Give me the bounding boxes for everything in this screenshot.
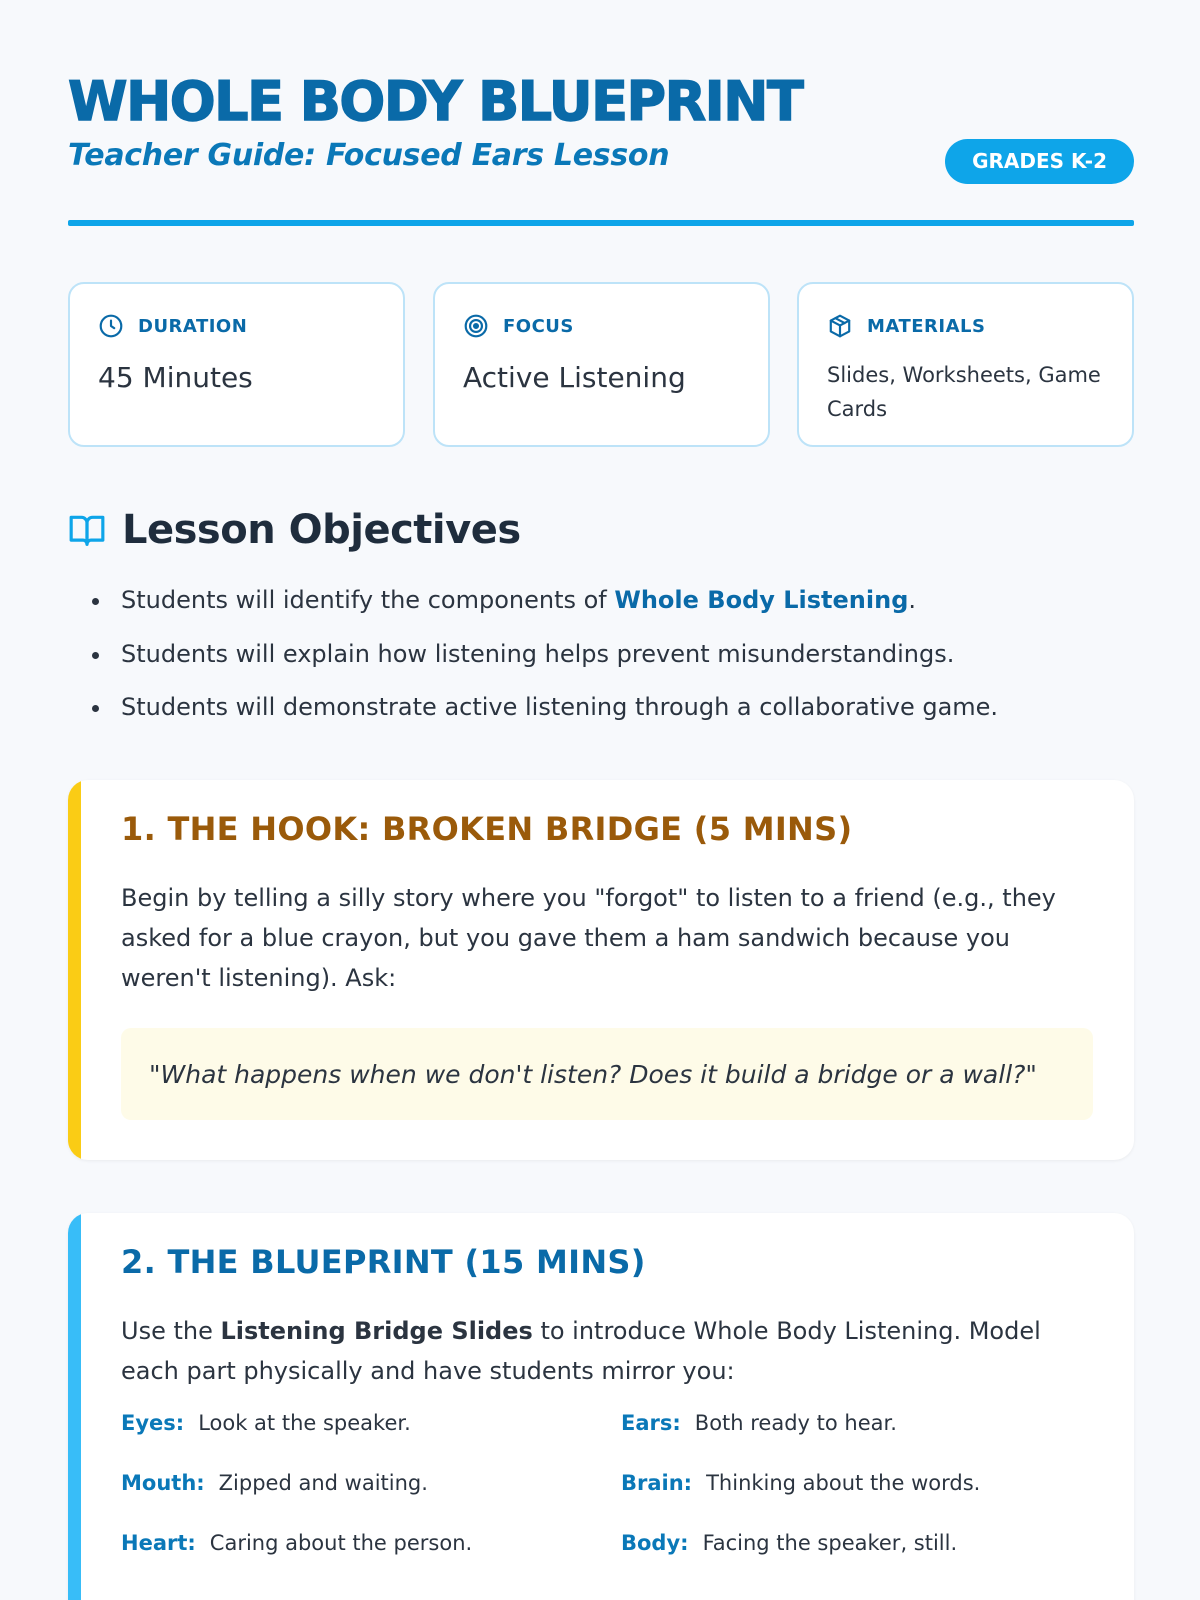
part-desc: Look at the speaker. <box>198 1411 411 1435</box>
blueprint-body-end: to introduce Whole Body Listening. Model each part physically and have students mirror you: <box>121 1317 1041 1385</box>
header-divider <box>68 220 1134 226</box>
objective-highlight: Whole Body Listening <box>614 586 909 614</box>
part-desc: Both ready to hear. <box>694 1411 897 1435</box>
focus-label: FOCUS <box>503 315 574 337</box>
book-icon <box>68 511 106 549</box>
duration-label: DURATION <box>138 315 248 337</box>
info-cards <box>68 282 1134 447</box>
objective-text-end: . <box>908 586 917 614</box>
part-brain <box>621 1468 1101 1498</box>
blueprint-accent-stripe <box>68 1213 81 1600</box>
objective-item <box>68 578 1134 632</box>
part-ears <box>621 1408 1101 1438</box>
blueprint-section <box>68 1213 1134 1600</box>
part-desc: Thinking about the words. <box>706 1471 981 1495</box>
hook-section <box>68 780 1134 1160</box>
page-subtitle: Teacher Guide: Focused Ears Lesson <box>68 138 670 173</box>
part-heart <box>121 1528 601 1558</box>
target-icon <box>463 313 489 339</box>
clock-icon <box>98 313 124 339</box>
materials-card <box>797 282 1134 447</box>
objectives-heading <box>68 500 521 560</box>
part-key: Mouth: <box>121 1471 205 1495</box>
objectives-title: Lesson Objectives <box>122 507 521 553</box>
focus-card <box>433 282 770 447</box>
part-key: Brain: <box>621 1471 693 1495</box>
hook-quote: "What happens when we don't listen? Does it build a bridge or a wall?" <box>149 1059 1037 1089</box>
hook-body: Begin by telling a silly story where you "forgot" to listen to a friend (e.g., they asked for a blue crayon, but you gave them a ham sandwich because you weren't listening). Ask: <box>121 884 1056 992</box>
materials-label: MATERIALS <box>867 315 986 337</box>
objective-text: Students will identify the components of <box>121 586 615 614</box>
part-key: Ears: <box>621 1411 681 1435</box>
part-desc: Zipped and waiting. <box>218 1471 428 1495</box>
part-desc: Facing the speaker, still. <box>702 1531 958 1555</box>
objective-item: Students will demonstrate active listening through a collaborative game. <box>68 685 1134 739</box>
blueprint-body-bold: Listening Bridge Slides <box>220 1317 533 1345</box>
part-body <box>621 1528 1101 1558</box>
duration-card <box>68 282 405 447</box>
duration-value: 45 Minutes <box>98 361 253 394</box>
blueprint-body <box>121 1311 1091 1391</box>
part-key: Body: <box>621 1531 689 1555</box>
hook-quote-box <box>121 1028 1093 1120</box>
focus-value: Active Listening <box>463 361 686 394</box>
page-title: WHOLE BODY BLUEPRINT <box>68 70 803 133</box>
part-key: Heart: <box>121 1531 196 1555</box>
grade-badge: GRADES K-2 <box>945 139 1134 184</box>
blueprint-title: 2. THE BLUEPRINT (15 MINS) <box>121 1243 646 1281</box>
objectives-list <box>68 578 1134 739</box>
materials-value: Slides, Worksheets, Game Cards <box>827 363 1101 421</box>
blueprint-body-start: Use the <box>121 1317 221 1345</box>
part-eyes <box>121 1408 601 1438</box>
box-icon <box>827 313 853 339</box>
hook-title: 1. THE HOOK: BROKEN BRIDGE (5 MINS) <box>121 810 853 848</box>
objective-item: Students will explain how listening helps prevent misunderstandings. <box>68 632 1134 686</box>
part-desc: Caring about the person. <box>209 1531 473 1555</box>
part-key: Eyes: <box>121 1411 185 1435</box>
part-mouth <box>121 1468 601 1498</box>
hook-accent-stripe <box>68 780 81 1160</box>
